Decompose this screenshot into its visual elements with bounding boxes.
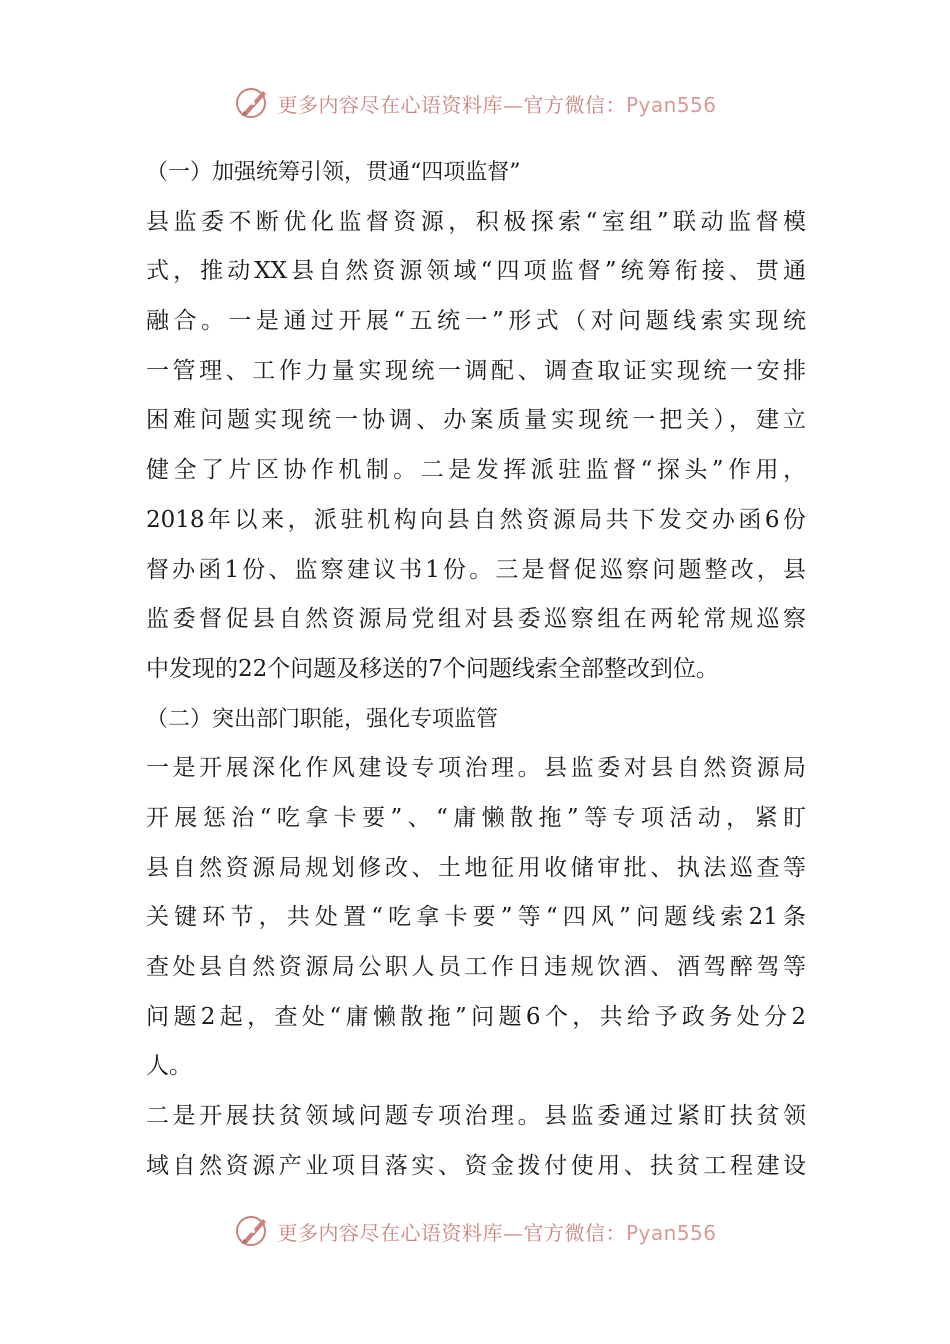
body-line: 二是开展扶贫领域问题专项治理。县监委通过紧盯扶贫领 [146, 1103, 806, 1130]
body-line: 域自然资源产业项目落实、资金拨付使用、扶贫工程建设 [146, 1152, 806, 1179]
body-line: 查处县自然资源局公职人员工作日违规饮酒、酒驾醉驾等 [146, 954, 806, 980]
body-line: 县监委不断优化监督资源，积极探索“室组”联动监督模 [146, 208, 806, 235]
document-body [146, 148, 806, 1191]
body-line: 2018年以来，派驻机构向县自然资源局共下发交办函6份 [146, 506, 806, 533]
pen-logo-icon [233, 83, 273, 123]
body-line: 人。 [146, 1053, 192, 1080]
body-line: 困难问题实现统一协调、办案质量实现统一把关），建立 [146, 407, 806, 434]
body-line: 县自然资源局规划修改、土地征用收储审批、执法巡查等 [146, 854, 806, 881]
body-line: 一是开展深化作风建设专项治理。县监委对县自然资源局 [146, 755, 806, 782]
body-line: 问题2起，查处“庸懒散拖”问题6个，共给予政务处分2 [146, 1003, 806, 1030]
body-line: 开展惩治“吃拿卡要”、“庸懒散拖”等专项活动，紧盯 [146, 804, 806, 831]
body-line: 健全了片区协作机制。二是发挥派驻监督“探头”作用， [146, 457, 806, 484]
watermark-text: 更多内容尽在心语资料库—官方微信：Pyan556 [277, 92, 717, 117]
watermark-text: 更多内容尽在心语资料库—官方微信：Pyan556 [277, 1220, 717, 1245]
body-line: 融合。一是通过开展“五统一”形式（对问题线索实现统 [146, 308, 806, 335]
section-heading-2: （二）突出部门职能，强化专项监管 [146, 706, 499, 732]
pen-logo-icon [233, 1211, 273, 1251]
watermark-banner-top [0, 83, 950, 123]
body-line: 监委督促县自然资源局党组对县委巡察组在两轮常规巡察 [146, 606, 806, 633]
body-line: 中发现的22个问题及移送的7个问题线索全部整改到位。 [146, 655, 719, 682]
body-line: 督办函1份、监察建议书1份。三是督促巡察问题整改，县 [146, 556, 806, 583]
body-line: 式，推动XX县自然资源领域“四项监督”统筹衔接、贯通 [146, 258, 806, 285]
watermark-banner-bottom [0, 1211, 950, 1251]
body-line: 一管理、工作力量实现统一调配、调查取证实现统一安排 [146, 357, 806, 384]
section-heading-1: （一）加强统筹引领，贯通“四项监督” [146, 160, 521, 185]
body-line: 关键环节，共处置“吃拿卡要”等“四风”问题线索21条 [146, 904, 806, 931]
